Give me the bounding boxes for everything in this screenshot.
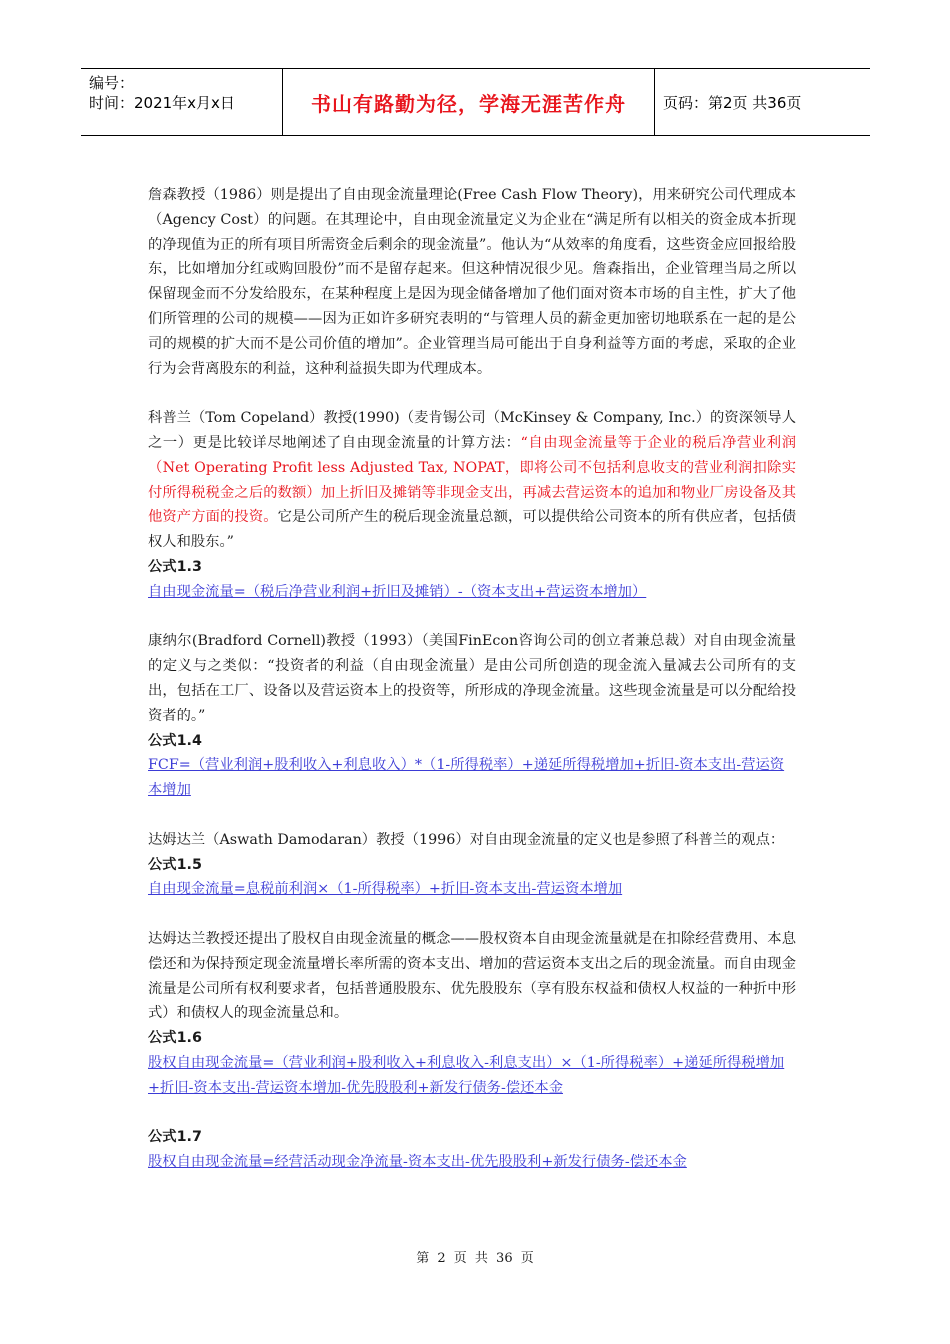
header-motto: 书山有路勤为径，学海无涯苦作舟 [283, 69, 655, 135]
copeland-highlight: “自由现金流量等于企业的税后净营业利润（Net Operating Profit less Adjusted Tax, NOPAT，即将公司不包括利息收支的营业利润扣除实付所得税税金之后的数额）加上折旧及摊销等非现金支出，再减去营运资本的追加和物业厂房设备及其他资产方面的投资。 [148, 434, 797, 526]
header-page-info: 页码：第2页 共36页 [663, 93, 802, 112]
formula-label-1-3: 公式1.3 [148, 558, 202, 575]
paragraph-cornell: 康纳尔(Bradford Cornell)教授（1993）（美国FinEcon咨询公司的创立者兼总裁）对自由现金流量的定义与之类似：“投资者的利益（自由现金流量）是由公司所创造的现金流入量减去公司所有的支出，包括在工厂、设备以及营运资本上的投资等，所形成的净现金流量。这些现金流量是可以分配给投资者的。” [148, 633, 796, 724]
document-number: 编号： [89, 74, 135, 92]
formula-1-6-link[interactable]: 股权自由现金流量=（营业利润+股利收入+利息收入-利息支出）×（1-所得税率）+递延所得税增加+折旧-资本支出-营运资本增加-优先股股利+新发行债务-偿还本金 [148, 1054, 785, 1096]
formula-1-4-link[interactable]: FCF=（营业利润+股利收入+利息收入）*（1-所得税率）+递延所得税增加+折旧-资本支出-营运资本增加 [148, 757, 785, 799]
formula-label-1-6: 公式1.6 [148, 1030, 202, 1047]
formula-label-1-4: 公式1.4 [148, 732, 202, 749]
paragraph-damodaran: 达姆达兰（Aswath Damodaran）教授（1996）对自由现金流量的定义也是参照了科普兰的观点： [148, 831, 785, 848]
paragraph-jensen: 詹森教授（1986）则是提出了自由现金流量理论(Free Cash Flow Theory)，用来研究公司代理成本（Agency Cost）的问题。在其理论中，自由现金流量定义为企业在“满足所有以相关的资金成本折现的净现值为正的所有项目所需资金后剩余的现金流量”。他认为“从效率的角度看，这些资金应回报给股东，比如增加分红或购回股份”而不是留存起来。但这种情况很少见。詹森指出，企业管理当局之所以保留现金而不分发给股东，在某种程度上是因为现金储备增加了他们面对资本市场的自主性，扩大了他们所管理的公司的规模——因为正如许多研究表明的“与管理人员的薪金更加密切地联系在一起的是公司的规模的扩大而不是公司价值的增加”。企业管理当局可能出于自身利益等方面的考虑，采取的企业行为会背离股东的利益，这种利益损失即为代理成本。 [148, 187, 796, 377]
formula-label-1-5: 公式1.5 [148, 856, 202, 873]
header-meta [81, 69, 283, 135]
document-body [148, 183, 796, 1175]
formula-1-5-link[interactable]: 自由现金流量=息税前利润×（1-所得税率）+折旧-资本支出-营运资本增加 [148, 881, 623, 898]
page-footer: 第 2 页 共 36 页 [416, 1251, 534, 1266]
page-header [81, 68, 870, 136]
copeland-outro: 它是公司所产生的税后现金流量总额，可以提供给公司资本的所有供应者，包括债权人和股东。” [148, 509, 797, 551]
paragraph-copeland [148, 406, 796, 555]
formula-1-3-link[interactable]: 自由现金流量=（税后净营业利润+折旧及摊销）-（资本支出+营运资本增加） [148, 583, 647, 600]
copeland-intro: 科普兰（Tom Copeland）教授(1990)（麦肯锡公司（McKinsey & Company, Inc.）的资深领导人之一）更是比较详尽地阐述了自由现金流量的计算方法： [148, 410, 796, 451]
formula-label-1-7: 公式1.7 [148, 1129, 202, 1146]
paragraph-equity-fcf: 达姆达兰教授还提出了股权自由现金流量的概念——股权资本自由现金流量就是在扣除经营费用、本息偿还和为保持预定现金流量增长率所需的资本支出、增加的营运资本支出之后的现金流量。而自由现金流量是公司所有权利要求者，包括普通股股东、优先股股东（享有股东权益和债权人权益的一种折中形式）和债权人的现金流量总和。 [148, 930, 796, 1022]
formula-1-7-link[interactable]: 股权自由现金流量=经营活动现金净流量-资本支出-优先股股利+新发行债务-偿还本金 [148, 1154, 687, 1171]
document-date: 时间：2021年x月x日 [89, 94, 235, 112]
